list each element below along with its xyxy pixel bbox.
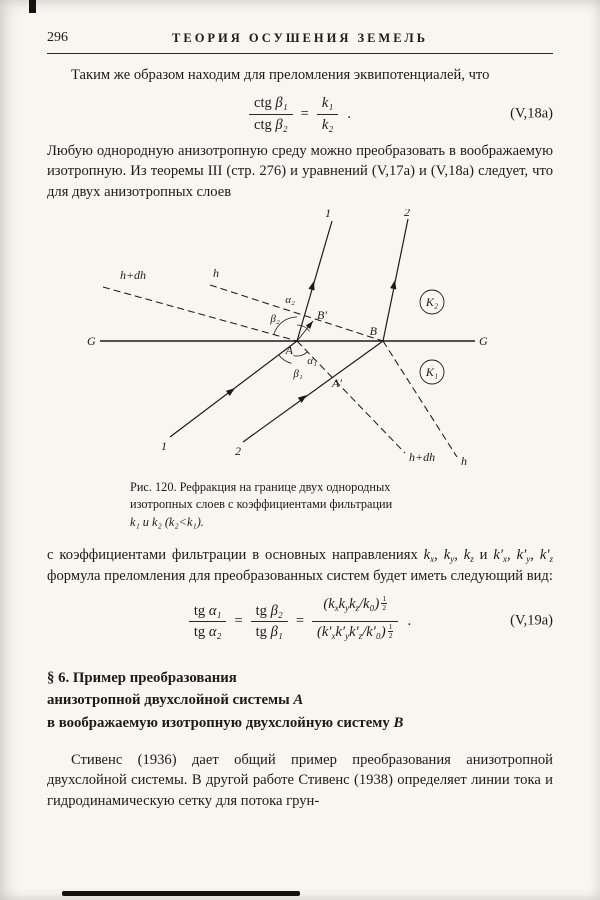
k-product-denominator: $(k'_xk'_yk'_z/k'_0)$	[317, 623, 386, 641]
b-prime-label: B′	[317, 307, 327, 322]
header-rule	[47, 53, 553, 54]
flow-line-2-bottom-label: 2	[235, 443, 241, 458]
equals-sign: =	[300, 105, 309, 122]
equation-v18a-body	[249, 94, 351, 133]
period: .	[347, 105, 351, 122]
beta1-symbol: β₁	[270, 623, 283, 640]
section-6-heading-line-3-text: в воображаемую изотропную двухслойную систему	[47, 714, 394, 731]
arrowhead-icon	[306, 319, 315, 329]
k2-layer-label: K₂	[425, 294, 439, 309]
section-6-heading-line-2-text: анизотропной двухслойной системы	[47, 692, 294, 709]
section-6-heading-line-1: § 6. Пример преобразования	[47, 670, 237, 687]
section-6-heading	[47, 667, 553, 734]
paragraph-1: Таким же образом находим для преломления эквипотенциалей, что	[71, 67, 490, 83]
figure-120-diagram	[85, 209, 515, 469]
running-title: ТЕОРИЯ ОСУШЕНИЯ ЗЕМЕЛЬ	[172, 31, 428, 45]
exponent-numerator: 1	[382, 594, 387, 604]
section-6-heading-line-2	[47, 689, 553, 711]
equipotential-h-lower	[383, 341, 457, 457]
ctg-label: ctg	[254, 95, 272, 112]
g-left-label: G	[87, 333, 96, 348]
fraction-k	[317, 94, 338, 133]
paragraph-3-text-3: формула преломления для преобразованных систем будет иметь следующий вид:	[47, 567, 553, 584]
alpha2-symbol: α₂	[208, 623, 222, 640]
k1-layer-label: K₁	[425, 364, 439, 379]
equipotential-hdh-upper	[103, 287, 297, 341]
fraction-tg-beta	[251, 602, 288, 641]
equation-number-v18a: (V,18а)	[510, 105, 553, 122]
paragraph-3	[47, 545, 553, 586]
beta2-symbol: β₂	[270, 602, 283, 619]
exponent-denominator: 2	[382, 603, 387, 613]
alpha1-label: α₁	[307, 354, 317, 367]
flow-line-2-top-label: 2	[404, 208, 410, 219]
tg-label: tg	[255, 602, 267, 619]
tg-label: tg	[255, 623, 267, 640]
fraction-tg-alpha	[189, 602, 227, 641]
paragraph-4: Стивенс (1936) дает общий пример преобразования анизотропной двухслойной системы. В другой работе Стивенс (1938) определяет линии тока и гидродинамическую сетку для потока грун-	[47, 751, 553, 809]
beta2-symbol: β₂	[275, 116, 288, 133]
flow-line-1-top-label: 1	[325, 208, 331, 220]
angle-arc-alpha1	[293, 352, 307, 356]
scan-artifact-bottom	[62, 891, 300, 896]
k2-symbol: k₂	[321, 116, 334, 133]
k-xyz-symbols: $k_x$, $k_y$, $k_z$	[423, 547, 474, 565]
arrowhead-icon	[308, 280, 317, 290]
h-upper-label: h	[213, 265, 219, 280]
paragraph-3-text-2: и	[473, 547, 494, 564]
beta1-symbol: β₁	[275, 95, 288, 112]
section-6-heading-line-3	[47, 712, 553, 734]
exponent-denominator: 2	[388, 630, 393, 640]
point-a-label: A	[285, 342, 293, 357]
k1-symbol: k₁	[317, 94, 338, 114]
flow-line-1-bottom-label: 1	[161, 438, 167, 453]
g-right-label: G	[479, 333, 488, 348]
a-prime-label: A′	[332, 375, 342, 390]
arrowhead-icon	[390, 279, 398, 289]
equation-v19a	[47, 595, 553, 647]
scan-artifact-top	[29, 0, 36, 13]
hdh-lower-label: h+dh	[409, 449, 436, 464]
page-number: 296	[47, 30, 68, 45]
tg-label: tg	[193, 602, 206, 619]
equals-sign: =	[295, 612, 305, 629]
system-a-symbol: А	[293, 692, 304, 709]
flow-line-2-upper	[383, 219, 408, 341]
equation-number-v19a: (V,19а)	[510, 612, 553, 629]
beta1-label: β₁	[293, 367, 303, 380]
paragraph-2: Любую однородную анизотропную среду можно преобразовать в воображаемую изотропную. Из теоремы III (стр. 276) и уравнений (V,17а) и (V,18а) следует, что для двух анизотропных слоев	[47, 142, 553, 200]
running-header	[47, 30, 553, 48]
exponent-numerator: 1	[388, 621, 393, 631]
equation-v18a	[47, 94, 553, 133]
figure-caption	[130, 479, 488, 531]
fraction-k-products	[312, 595, 398, 647]
system-b-symbol: В	[393, 714, 404, 731]
equals-sign: =	[234, 612, 243, 629]
period: .	[407, 612, 412, 629]
ctg-label: ctg	[254, 116, 272, 133]
equipotential-h-upper	[210, 285, 383, 341]
paragraph-3-text-1: с коэффициентами фильтрации в основных направлениях	[47, 547, 424, 564]
point-b-label: B	[369, 323, 377, 338]
alpha1-symbol: α₁	[208, 602, 222, 619]
caption-line-1: Рис. 120. Рефракция на границе двух однородных	[130, 479, 391, 494]
beta2-label: β₂	[270, 312, 280, 325]
fraction-ctg-beta	[249, 94, 293, 133]
hdh-upper-label: h+dh	[119, 267, 147, 282]
h-lower-label: h	[461, 453, 467, 468]
caption-line-3: k₁ и k₂ (k₂<k₁).	[130, 514, 204, 529]
page-content	[47, 30, 553, 811]
tg-label: tg	[193, 623, 206, 640]
exponent-one-half	[381, 595, 387, 613]
alpha2-label: α₂	[285, 293, 295, 306]
k-product-numerator: $(k_xk_yk_z/k_0)$	[323, 596, 380, 614]
equation-v19a-body	[189, 595, 411, 647]
exponent-one-half	[388, 623, 394, 641]
caption-line-2: изотропных слоев с коэффициентами фильтрации	[130, 497, 393, 512]
k-prime-xyz-symbols: $k'_x$, $k'_y$, $k'_z$	[493, 547, 554, 565]
